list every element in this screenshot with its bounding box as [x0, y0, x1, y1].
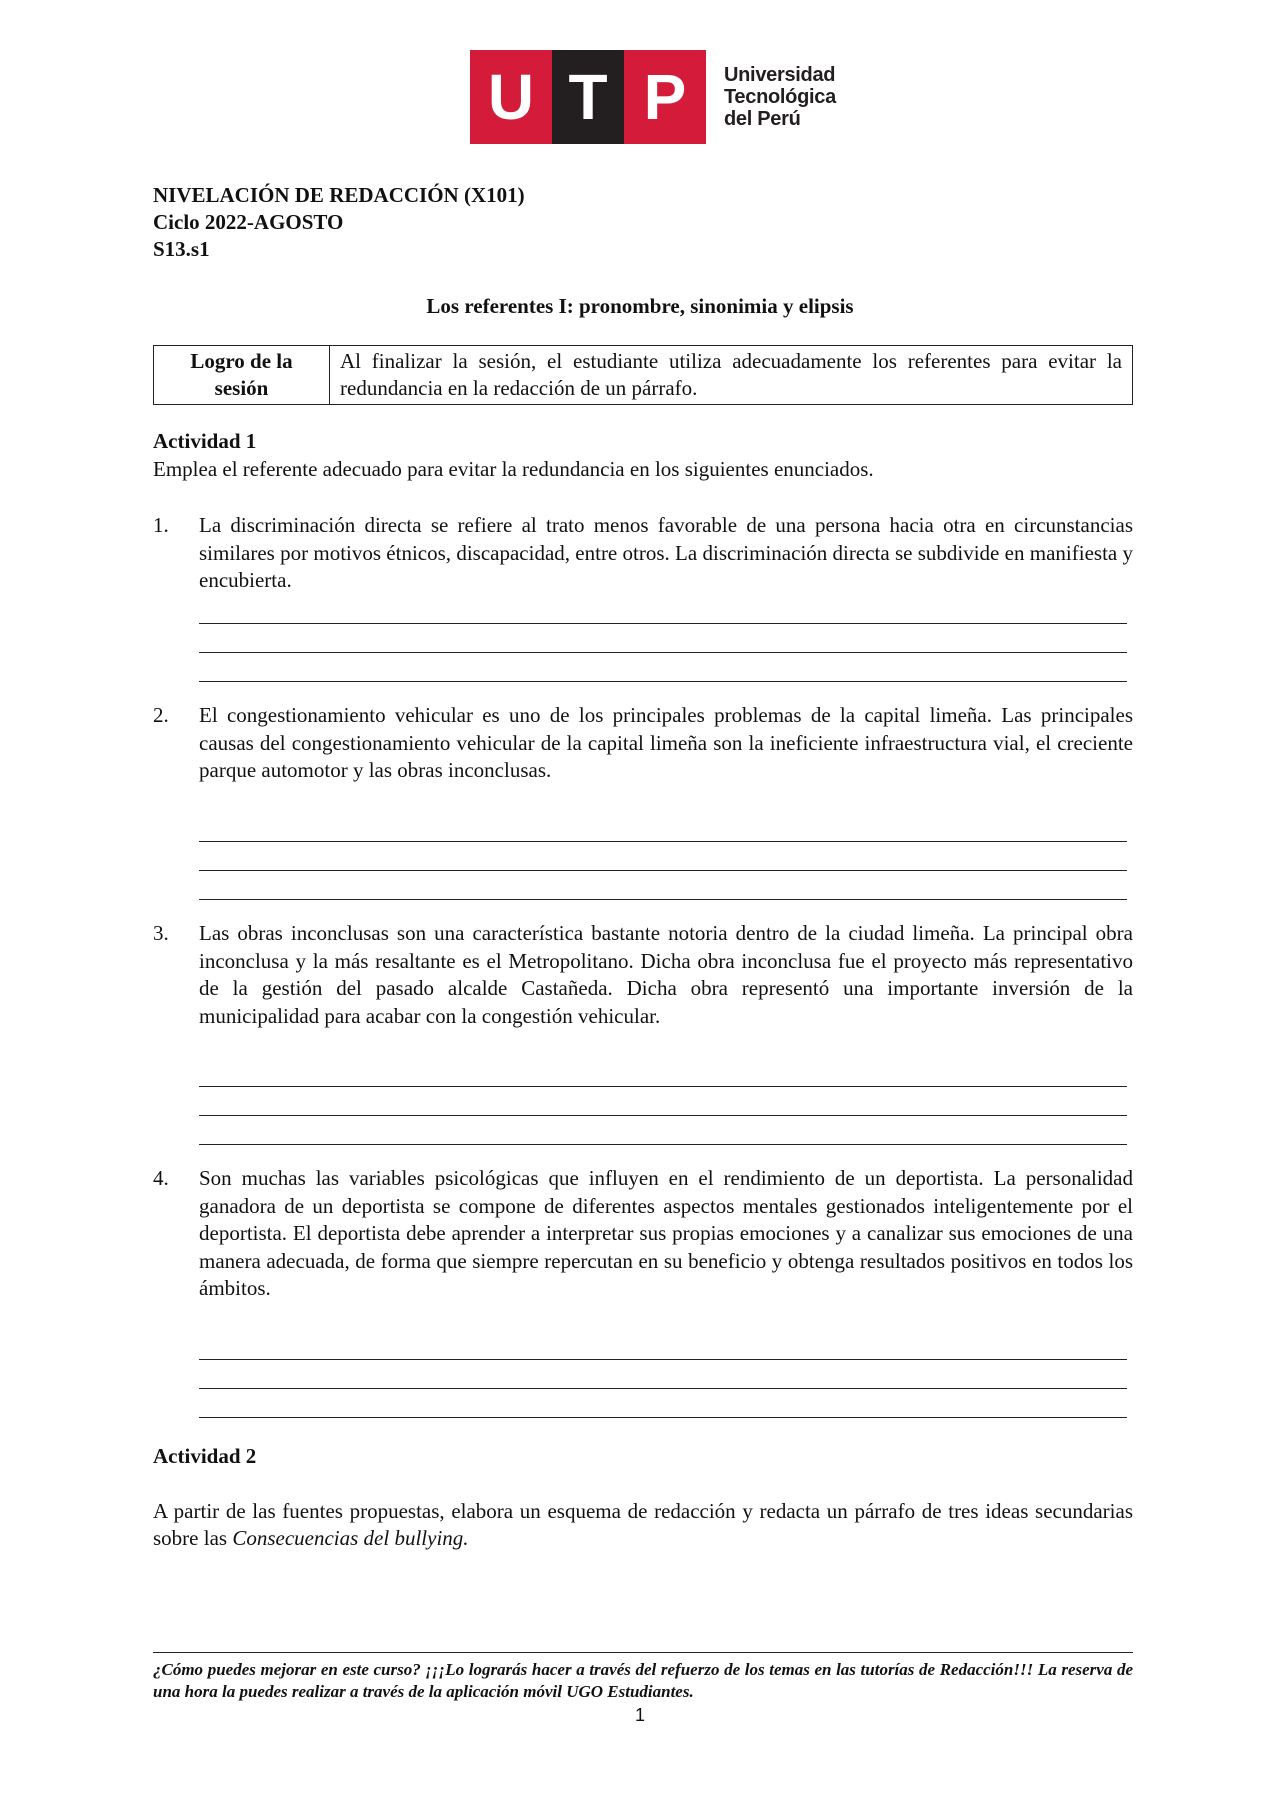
- session-goal-table: [153, 345, 1133, 405]
- exercise-item: [153, 702, 1133, 900]
- logo-name-line: Tecnológica: [724, 86, 836, 108]
- activity-1-instruction: Emplea el referente adecuado para evitar la redundancia en los siguientes enunciados.: [153, 456, 874, 481]
- answer-line[interactable]: [199, 842, 1127, 871]
- activity-2-text: [153, 1498, 1133, 1553]
- answer-line[interactable]: [199, 1360, 1127, 1389]
- exercise-item: [153, 512, 1133, 682]
- exercise-text: El congestionamiento vehicular es uno de los principales problemas de la capital limeña. Las principales causas del congestionamiento vehicular de la capital limeña son la ineficiente infraestructura vial, el creciente parque automotor y las obras inconclusas.: [199, 703, 1133, 782]
- course-title: NIVELACIÓN DE REDACCIÓN (X101): [153, 183, 525, 207]
- activity-1-title: Actividad 1: [153, 429, 257, 453]
- logo-name-line: del Perú: [724, 108, 801, 130]
- activity-2: [153, 1443, 1133, 1553]
- footer-note: ¿Cómo puedes mejorar en este curso? ¡¡¡Lo lograrás hacer a través del refuerzo de los temas en las tutorías de Redacción!!! La reserva de una hora la puedes realizar a través de la aplicación móvil UGO Estudiantes.: [153, 1652, 1133, 1703]
- topic-title: Los referentes I: pronombre, sinonimia y elipsis: [426, 294, 854, 318]
- answer-line[interactable]: [199, 1087, 1127, 1116]
- logo-mark: [470, 50, 706, 144]
- answer-line[interactable]: [199, 1331, 1127, 1360]
- logo-letter-t: T: [552, 50, 624, 144]
- exercise-text: Son muchas las variables psicológicas que influyen en el rendimiento de un deportista. La personalidad ganadora de un deportista se compone de diferentes aspectos mentales gestionados inteligentemente por el deportista. El deportista debe aprender a interpretar sus propias emociones y a canalizar sus emociones de una manera adecuada, de forma que siempre repercutan en su beneficio y obtenga resultados positivos en todos los ámbitos.: [199, 1166, 1133, 1300]
- activity-2-topic: Consecuencias del bullying.: [232, 1526, 469, 1550]
- answer-line[interactable]: [199, 1389, 1127, 1418]
- logo-name-line: Universidad: [724, 64, 836, 86]
- logo-wordmark: [724, 64, 836, 130]
- exercise-number: 2.: [153, 703, 169, 727]
- page-number: 1: [634, 1705, 645, 1725]
- answer-line[interactable]: [199, 624, 1127, 653]
- activity-1-header: [153, 428, 1133, 483]
- answer-lines: [199, 1058, 1127, 1145]
- exercise-number: 3.: [153, 921, 169, 945]
- document-header: [153, 182, 1133, 263]
- logo-letter-p: P: [624, 50, 706, 144]
- answer-line[interactable]: [199, 1116, 1127, 1145]
- logo-letter-u: U: [470, 50, 552, 144]
- answer-line[interactable]: [199, 653, 1127, 682]
- answer-lines: [199, 1331, 1127, 1418]
- course-cycle: Ciclo 2022-AGOSTO: [153, 210, 344, 234]
- goal-text: Al finalizar la sesión, el estudiante utiliza adecuadamente los referentes para evitar la redundancia en la redacción de un párrafo.: [330, 346, 1133, 405]
- university-logo: [470, 50, 836, 144]
- exercise-number: 4.: [153, 1166, 169, 1190]
- exercise-text: La discriminación directa se refiere al trato menos favorable de una persona hacia otra en circunstancias similares por motivos étnicos, discapacidad, entre otros. La discriminación directa se subdivide en manifiesta y encubierta.: [199, 513, 1133, 592]
- session-code: S13.s1: [153, 237, 210, 261]
- exercise-item: [153, 920, 1133, 1145]
- answer-line[interactable]: [199, 595, 1127, 624]
- activity-2-text-body: A partir de las fuentes propuestas, elabora un esquema de redacción y redacta un párrafo de tres ideas secundarias sobre las: [153, 1498, 1133, 1550]
- answer-line[interactable]: [199, 871, 1127, 900]
- goal-label: Logro de la sesión: [154, 346, 330, 405]
- answer-line[interactable]: [199, 1058, 1127, 1087]
- activity-2-title: Actividad 2: [153, 1444, 257, 1468]
- exercise-number: 1.: [153, 513, 169, 537]
- answer-lines: [199, 813, 1127, 900]
- answer-lines: [199, 595, 1127, 682]
- exercise-item: [153, 1165, 1133, 1418]
- answer-line[interactable]: [199, 813, 1127, 842]
- exercise-text: Las obras inconclusas son una característica bastante notoria dentro de la ciudad limeña. La principal obra inconclusa y la más resaltante es el Metropolitano. Dicha obra inconclusa fue el proyecto más representativo de la gestión del pasado alcalde Castañeda. Dicha obra representó una importante inversión de la municipalidad para acabar con la congestión vehicular.: [199, 921, 1133, 1028]
